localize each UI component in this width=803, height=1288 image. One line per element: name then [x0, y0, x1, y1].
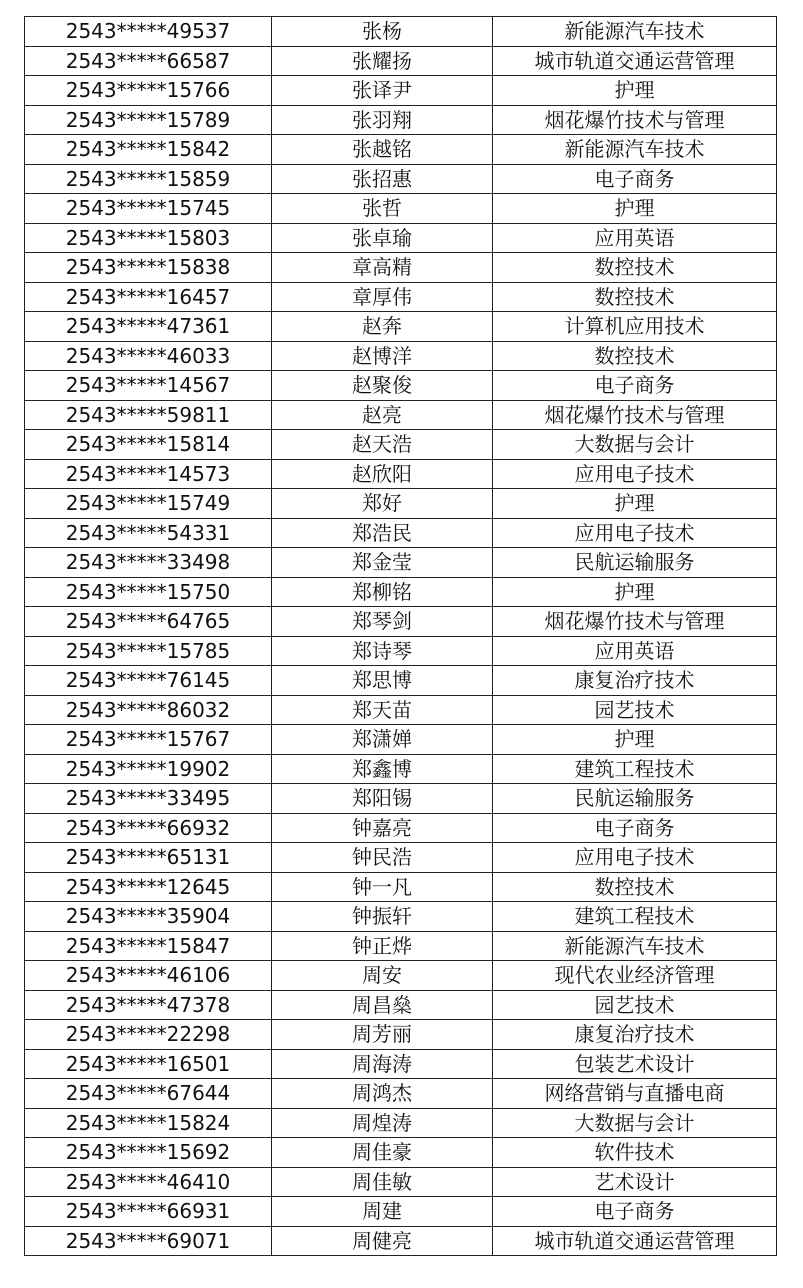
student-name-cell: 周鸿杰 — [272, 1079, 493, 1109]
student-name-cell: 章高精 — [272, 253, 493, 283]
table-row — [25, 1226, 777, 1256]
major-cell: 应用电子技术 — [493, 843, 777, 873]
student-id-cell: 2543*****46033 — [25, 341, 272, 371]
student-id-cell: 2543*****15750 — [25, 577, 272, 607]
student-name-cell: 钟嘉亮 — [272, 813, 493, 843]
student-name-cell: 周建 — [272, 1197, 493, 1227]
table-row — [25, 784, 777, 814]
major-cell: 康复治疗技术 — [493, 1020, 777, 1050]
student-name-cell: 赵天浩 — [272, 430, 493, 460]
student-id-cell: 2543*****14567 — [25, 371, 272, 401]
student-name-cell: 赵欣阳 — [272, 459, 493, 489]
major-cell: 网络营销与直播电商 — [493, 1079, 777, 1109]
major-cell: 艺术设计 — [493, 1167, 777, 1197]
major-cell: 软件技术 — [493, 1138, 777, 1168]
major-cell: 应用英语 — [493, 223, 777, 253]
table-row — [25, 695, 777, 725]
student-id-cell: 2543*****59811 — [25, 400, 272, 430]
major-cell: 城市轨道交通运营管理 — [493, 46, 777, 76]
major-cell: 护理 — [493, 76, 777, 106]
student-name-cell: 郑天苗 — [272, 695, 493, 725]
student-id-cell: 2543*****15745 — [25, 194, 272, 224]
table-row — [25, 1079, 777, 1109]
student-name-cell: 郑潇婵 — [272, 725, 493, 755]
student-name-cell: 张耀扬 — [272, 46, 493, 76]
student-name-cell: 郑浩民 — [272, 518, 493, 548]
table-row — [25, 1197, 777, 1227]
major-cell: 应用英语 — [493, 636, 777, 666]
student-id-cell: 2543*****15749 — [25, 489, 272, 519]
table-row — [25, 341, 777, 371]
student-id-cell: 2543*****47378 — [25, 990, 272, 1020]
table-row — [25, 1049, 777, 1079]
student-id-cell: 2543*****33495 — [25, 784, 272, 814]
student-id-cell: 2543*****66587 — [25, 46, 272, 76]
major-cell: 数控技术 — [493, 341, 777, 371]
student-id-cell: 2543*****66932 — [25, 813, 272, 843]
table-row — [25, 577, 777, 607]
major-cell: 烟花爆竹技术与管理 — [493, 607, 777, 637]
table-row — [25, 459, 777, 489]
student-name-cell: 郑琴剑 — [272, 607, 493, 637]
major-cell: 园艺技术 — [493, 695, 777, 725]
major-cell: 新能源汽车技术 — [493, 17, 777, 47]
table-row — [25, 872, 777, 902]
student-name-cell: 郑诗琴 — [272, 636, 493, 666]
major-cell: 应用电子技术 — [493, 459, 777, 489]
major-cell: 护理 — [493, 577, 777, 607]
student-name-cell: 郑柳铭 — [272, 577, 493, 607]
student-id-cell: 2543*****15847 — [25, 931, 272, 961]
table-row — [25, 253, 777, 283]
table-row — [25, 813, 777, 843]
student-name-cell: 郑金莹 — [272, 548, 493, 578]
table-row — [25, 754, 777, 784]
table-row — [25, 1108, 777, 1138]
table-row — [25, 223, 777, 253]
student-id-cell: 2543*****16457 — [25, 282, 272, 312]
student-name-cell: 郑鑫博 — [272, 754, 493, 784]
major-cell: 园艺技术 — [493, 990, 777, 1020]
student-id-cell: 2543*****15824 — [25, 1108, 272, 1138]
major-cell: 建筑工程技术 — [493, 902, 777, 932]
table-row — [25, 282, 777, 312]
student-name-cell: 赵奔 — [272, 312, 493, 342]
student-name-cell: 张越铭 — [272, 135, 493, 165]
table-row — [25, 46, 777, 76]
student-id-cell: 2543*****15814 — [25, 430, 272, 460]
student-id-cell: 2543*****46106 — [25, 961, 272, 991]
major-cell: 康复治疗技术 — [493, 666, 777, 696]
student-id-cell: 2543*****19902 — [25, 754, 272, 784]
major-cell: 电子商务 — [493, 164, 777, 194]
table-row — [25, 725, 777, 755]
student-name-cell: 钟正烨 — [272, 931, 493, 961]
table-row — [25, 1138, 777, 1168]
major-cell: 包装艺术设计 — [493, 1049, 777, 1079]
student-name-cell: 张招惠 — [272, 164, 493, 194]
major-cell: 烟花爆竹技术与管理 — [493, 105, 777, 135]
major-cell: 民航运输服务 — [493, 784, 777, 814]
student-name-cell: 周煌涛 — [272, 1108, 493, 1138]
major-cell: 应用电子技术 — [493, 518, 777, 548]
student-id-cell: 2543*****47361 — [25, 312, 272, 342]
major-cell: 新能源汽车技术 — [493, 135, 777, 165]
student-name-cell: 钟民浩 — [272, 843, 493, 873]
student-name-cell: 周安 — [272, 961, 493, 991]
table-row — [25, 400, 777, 430]
student-id-cell: 2543*****15789 — [25, 105, 272, 135]
table-row — [25, 607, 777, 637]
table-row — [25, 1167, 777, 1197]
student-name-cell: 张羽翔 — [272, 105, 493, 135]
table-row — [25, 312, 777, 342]
student-name-cell: 钟振轩 — [272, 902, 493, 932]
student-id-cell: 2543*****69071 — [25, 1226, 272, 1256]
student-id-cell: 2543*****15785 — [25, 636, 272, 666]
student-id-cell: 2543*****12645 — [25, 872, 272, 902]
major-cell: 烟花爆竹技术与管理 — [493, 400, 777, 430]
major-cell: 护理 — [493, 725, 777, 755]
student-id-cell: 2543*****15859 — [25, 164, 272, 194]
table-row — [25, 961, 777, 991]
table-row — [25, 902, 777, 932]
student-name-cell: 郑阳锡 — [272, 784, 493, 814]
roster-body — [25, 17, 777, 1256]
table-row — [25, 489, 777, 519]
major-cell: 护理 — [493, 489, 777, 519]
major-cell: 电子商务 — [493, 371, 777, 401]
table-row — [25, 843, 777, 873]
roster-sheet — [24, 16, 776, 1256]
table-row — [25, 931, 777, 961]
major-cell: 护理 — [493, 194, 777, 224]
major-cell: 数控技术 — [493, 872, 777, 902]
student-name-cell: 周佳豪 — [272, 1138, 493, 1168]
student-id-cell: 2543*****35904 — [25, 902, 272, 932]
table-row — [25, 636, 777, 666]
student-name-cell: 周佳敏 — [272, 1167, 493, 1197]
student-id-cell: 2543*****15692 — [25, 1138, 272, 1168]
student-id-cell: 2543*****15803 — [25, 223, 272, 253]
table-row — [25, 194, 777, 224]
major-cell: 电子商务 — [493, 813, 777, 843]
student-id-cell: 2543*****14573 — [25, 459, 272, 489]
table-row — [25, 76, 777, 106]
major-cell: 大数据与会计 — [493, 1108, 777, 1138]
major-cell: 城市轨道交通运营管理 — [493, 1226, 777, 1256]
major-cell: 计算机应用技术 — [493, 312, 777, 342]
student-id-cell: 2543*****67644 — [25, 1079, 272, 1109]
student-name-cell: 赵博洋 — [272, 341, 493, 371]
student-name-cell: 钟一凡 — [272, 872, 493, 902]
student-name-cell: 张译尹 — [272, 76, 493, 106]
major-cell: 建筑工程技术 — [493, 754, 777, 784]
student-name-cell: 周芳丽 — [272, 1020, 493, 1050]
student-id-cell: 2543*****22298 — [25, 1020, 272, 1050]
table-row — [25, 990, 777, 1020]
student-id-cell: 2543*****49537 — [25, 17, 272, 47]
student-id-cell: 2543*****64765 — [25, 607, 272, 637]
major-cell: 大数据与会计 — [493, 430, 777, 460]
student-id-cell: 2543*****15842 — [25, 135, 272, 165]
student-id-cell: 2543*****54331 — [25, 518, 272, 548]
roster-table — [24, 16, 777, 1256]
table-row — [25, 430, 777, 460]
major-cell: 数控技术 — [493, 282, 777, 312]
student-name-cell: 郑好 — [272, 489, 493, 519]
student-name-cell: 章厚伟 — [272, 282, 493, 312]
major-cell: 现代农业经济管理 — [493, 961, 777, 991]
student-name-cell: 赵聚俊 — [272, 371, 493, 401]
table-row — [25, 548, 777, 578]
student-name-cell: 赵亮 — [272, 400, 493, 430]
student-id-cell: 2543*****15838 — [25, 253, 272, 283]
student-name-cell: 周海涛 — [272, 1049, 493, 1079]
student-name-cell: 周昌燊 — [272, 990, 493, 1020]
table-row — [25, 1020, 777, 1050]
student-id-cell: 2543*****46410 — [25, 1167, 272, 1197]
major-cell: 电子商务 — [493, 1197, 777, 1227]
student-id-cell: 2543*****15766 — [25, 76, 272, 106]
student-id-cell: 2543*****15767 — [25, 725, 272, 755]
table-row — [25, 164, 777, 194]
major-cell: 民航运输服务 — [493, 548, 777, 578]
table-row — [25, 518, 777, 548]
major-cell: 新能源汽车技术 — [493, 931, 777, 961]
student-name-cell: 周健亮 — [272, 1226, 493, 1256]
student-id-cell: 2543*****76145 — [25, 666, 272, 696]
student-id-cell: 2543*****86032 — [25, 695, 272, 725]
table-row — [25, 666, 777, 696]
student-id-cell: 2543*****33498 — [25, 548, 272, 578]
major-cell: 数控技术 — [493, 253, 777, 283]
student-name-cell: 张卓瑜 — [272, 223, 493, 253]
student-id-cell: 2543*****66931 — [25, 1197, 272, 1227]
table-row — [25, 105, 777, 135]
table-row — [25, 17, 777, 47]
table-row — [25, 135, 777, 165]
student-name-cell: 张杨 — [272, 17, 493, 47]
table-row — [25, 371, 777, 401]
student-id-cell: 2543*****16501 — [25, 1049, 272, 1079]
student-name-cell: 张哲 — [272, 194, 493, 224]
student-name-cell: 郑思博 — [272, 666, 493, 696]
student-id-cell: 2543*****65131 — [25, 843, 272, 873]
